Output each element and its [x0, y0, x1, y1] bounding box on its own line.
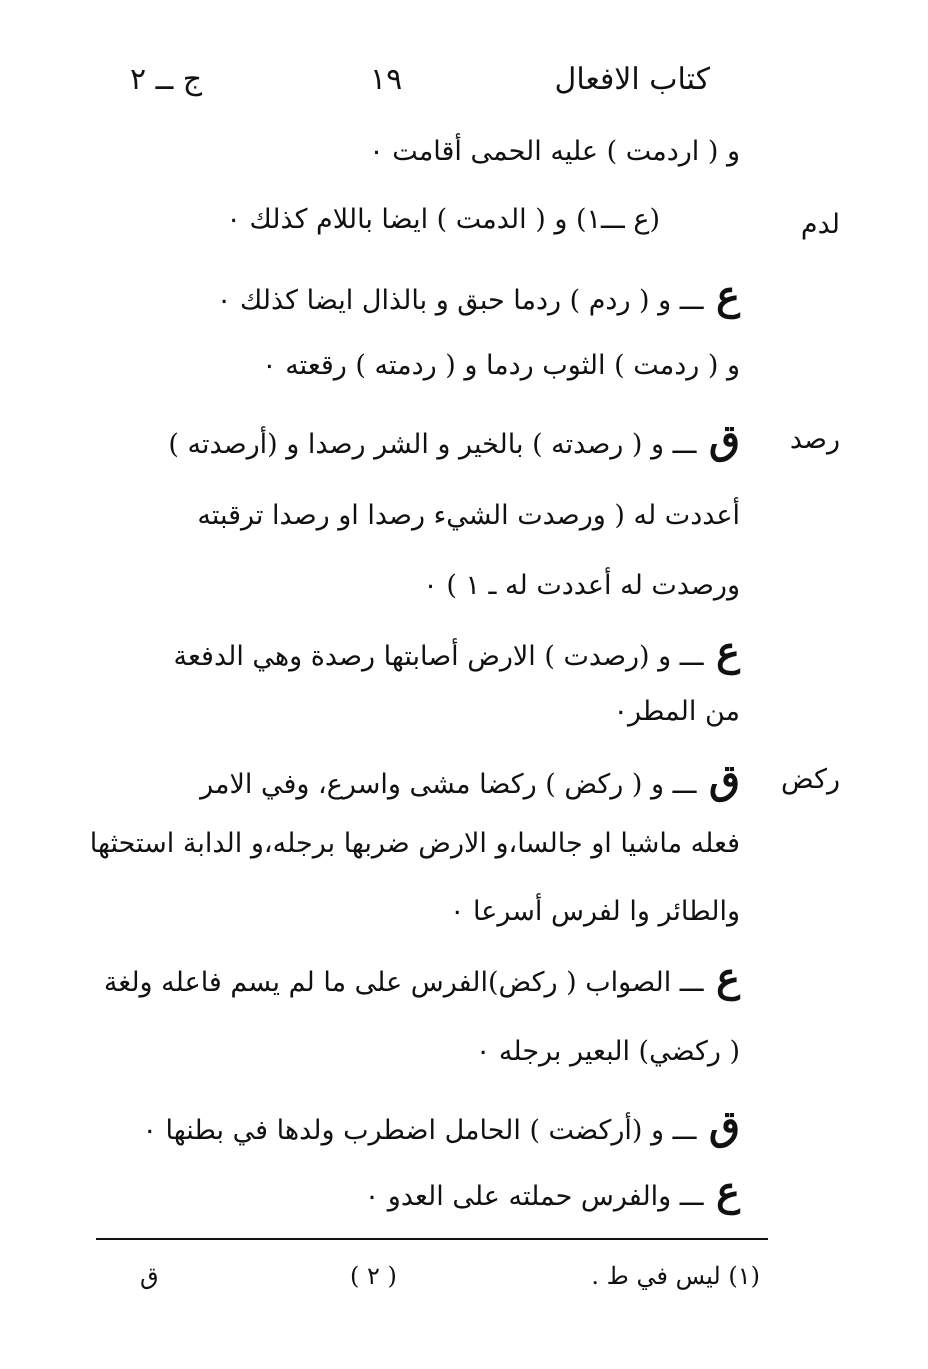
text-line — [100, 628, 740, 677]
text-line — [100, 692, 740, 732]
text-line — [100, 272, 740, 321]
page-number: ١٩ — [370, 62, 403, 97]
book-title: كتاب الافعال — [554, 62, 710, 97]
source-marker: ع — [716, 1168, 740, 1215]
line-text: ـــ و ( ركض ) ركضا مشى واسرع، وفي الامر — [200, 769, 697, 800]
page-header — [120, 62, 710, 112]
line-text: و ( ردمت ) الثوب ردما و ( ردمته ) رقعته ٠ — [262, 350, 740, 381]
page-footer — [120, 1262, 760, 1302]
line-text: (ع ـــ١) و ( الدمت ) ايضا باللام كذلك ٠ — [226, 204, 660, 235]
signature-number: ( ٢ ) — [350, 1262, 397, 1290]
line-text: من المطر٠ — [613, 696, 740, 727]
text-line — [100, 1032, 740, 1072]
text-line — [100, 892, 740, 932]
line-text: ـــ و ( رصدته ) بالخير و الشر رصدا و (أرصدته ) — [168, 429, 697, 460]
source-marker: ع — [716, 272, 740, 319]
source-marker: ع — [716, 628, 740, 675]
root-word-ladam: لدم — [800, 209, 840, 240]
root-word-rakad: ركض — [781, 764, 840, 795]
source-marker: ق — [708, 1102, 740, 1149]
source-marker: ع — [716, 954, 740, 1001]
text-line — [100, 346, 740, 386]
text-line — [100, 566, 740, 606]
text-line — [100, 756, 740, 805]
text-line — [100, 132, 740, 172]
line-text: و ( اردمت ) عليه الحمى أقامت ٠ — [369, 136, 740, 167]
line-text: ـــ و ( ردم ) ردما حبق و بالذال ايضا كذلك ٠ — [216, 285, 704, 316]
root-word-rasad: رصد — [789, 424, 840, 455]
text-line — [100, 1168, 740, 1217]
text-line — [100, 1102, 740, 1151]
line-text: فعله ماشيا او جالسا،و الارض ضربها برجله،و الدابة استحثها — [89, 828, 740, 859]
line-text: والطائر وا لفرس أسرعا ٠ — [449, 896, 740, 927]
source-marker: ق — [708, 416, 740, 463]
line-text: ـــ الصواب ( ركض)الفرس على ما لم يسم فاعله ولغة — [103, 967, 704, 998]
line-text: ( ركضي) البعير برجله ٠ — [475, 1036, 740, 1067]
text-line — [100, 496, 740, 536]
line-text: أعددت له ( ورصدت الشيء رصدا او رصدا ترقبته — [197, 500, 740, 531]
line-text: ورصدت له أعددت له ـ ١ ) ٠ — [423, 570, 740, 601]
line-text: ـــ و (رصدت ) الارض أصابتها رصدة وهي الدفعة — [173, 641, 704, 672]
line-text: ـــ و (أركضت ) الحامل اضطرب ولدها في بطنها ٠ — [142, 1115, 697, 1146]
footer-mark: ق — [140, 1262, 159, 1290]
footnote: (١) ليس في ط . — [591, 1262, 760, 1290]
text-line — [89, 824, 740, 864]
footnote-divider — [96, 1238, 768, 1240]
line-text: ـــ والفرس حملته على العدو ٠ — [364, 1181, 704, 1212]
text-line — [190, 200, 660, 240]
text-line — [100, 954, 740, 1003]
volume-label: ج ــ ٢ — [130, 62, 203, 97]
source-marker: ق — [708, 756, 740, 803]
text-line — [100, 416, 740, 465]
